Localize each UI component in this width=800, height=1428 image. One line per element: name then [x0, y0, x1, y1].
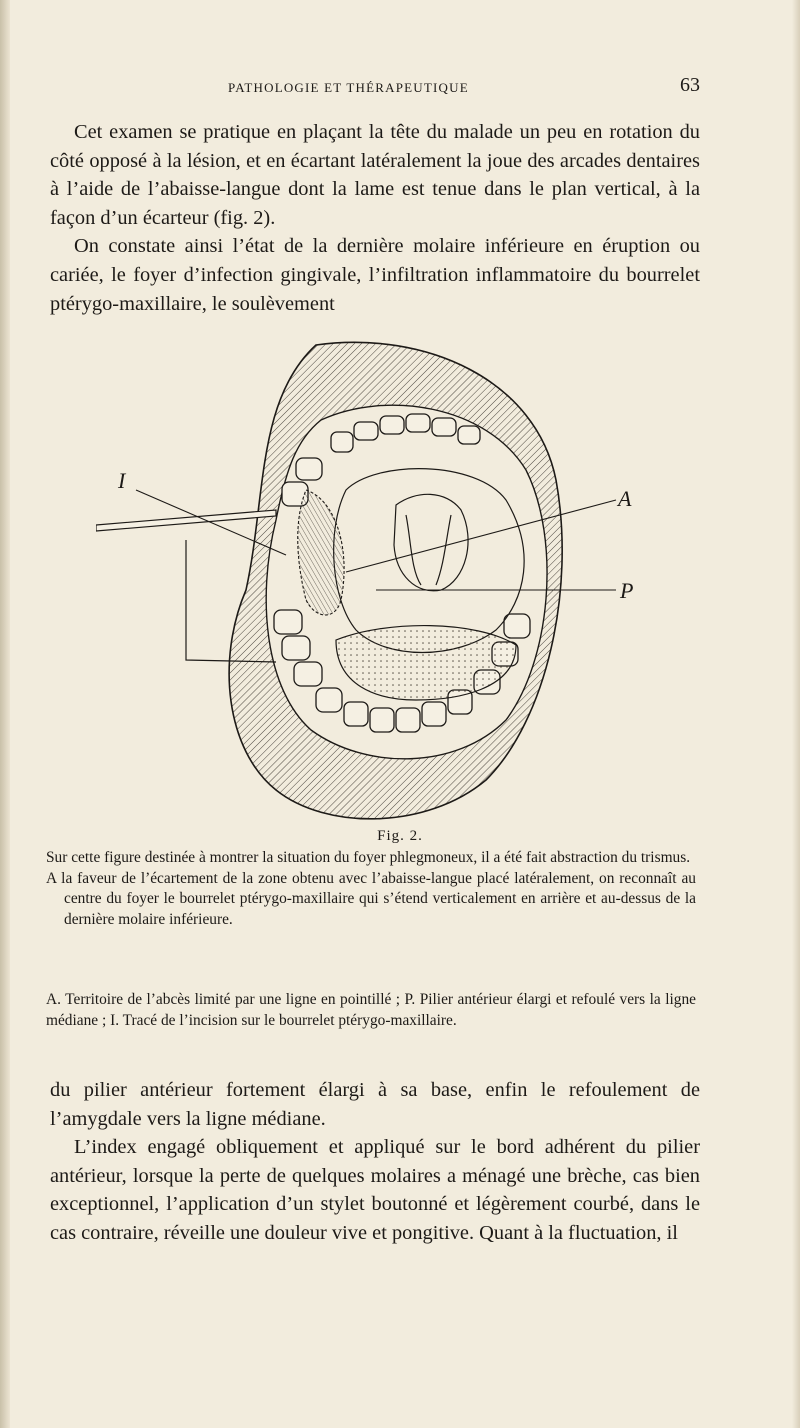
running-title: PATHOLOGIE ET THÉRAPEUTIQUE — [228, 80, 469, 95]
label-P: P — [620, 578, 634, 603]
figure-legend — [46, 990, 696, 1031]
paragraph: L’index engagé obliquement et appliqué sur le bord adhérent du pilier antérieur, lorsque la perte de quelques molaires a ménagé une brèche, cas bien exceptionnel, l’application d’un stylet boutonné et légèrement courbé, dans le cas contraire, réveille une douleur vive et pongitive. Quant à la fluctuation, il — [50, 1136, 700, 1244]
label-I: I — [118, 468, 126, 493]
page-header — [228, 74, 700, 104]
caption-paragraph: A la faveur de l’écartement de la zone obtenu avec l’abaisse-langue placé latéralement, on reconnaît au centre du foyer le bourrelet ptérygo-maxillaire qui s’étend verticalement en arrière et au-dessus de la dernière molaire inférieure. — [46, 869, 696, 928]
mouth-illustration — [96, 340, 656, 830]
paragraph: Cet examen se pratique en plaçant la tête du malade un peu en rotation du côté opposé à la lésion, et en écartant latéralement la joue des arcades dentaires à l’aide de l’abaisse-langue dont la lame est tenue dans le plan vertical, à la façon d’un écarteur (fig. 2). — [50, 121, 700, 229]
page-number: 63 — [680, 74, 700, 96]
paragraph: du pilier antérieur fortement élargi à sa base, enfin le refoulement de l’amygdale vers la ligne médiane. — [50, 1079, 700, 1130]
caption-paragraph: Sur cette figure destinée à montrer la situation du foyer phlegmoneux, il a été fait abstraction du trismus. — [46, 849, 691, 866]
figure-caption — [46, 848, 696, 930]
body-text-bottom — [50, 1076, 700, 1248]
figure-title: Fig. 2. — [377, 828, 423, 844]
body-text-top — [50, 118, 700, 318]
page-edge-left — [0, 0, 10, 1428]
paragraph: On constate ainsi l’état de la dernière molaire inférieure en éruption ou cariée, le foyer d’infection gingivale, l’infiltration inflammatoire du bourrelet ptérygo-maxillaire, le soulèvement — [50, 235, 700, 315]
label-A: A — [618, 486, 632, 511]
legend-paragraph: A. Territoire de l’abcès limité par une ligne en pointillé ; P. Pilier antérieur élargi et refoulé vers la ligne médiane ; I. Tracé de l’incision sur le bourrelet ptérygo-maxillaire. — [46, 991, 696, 1029]
page-edge-right — [792, 0, 800, 1428]
